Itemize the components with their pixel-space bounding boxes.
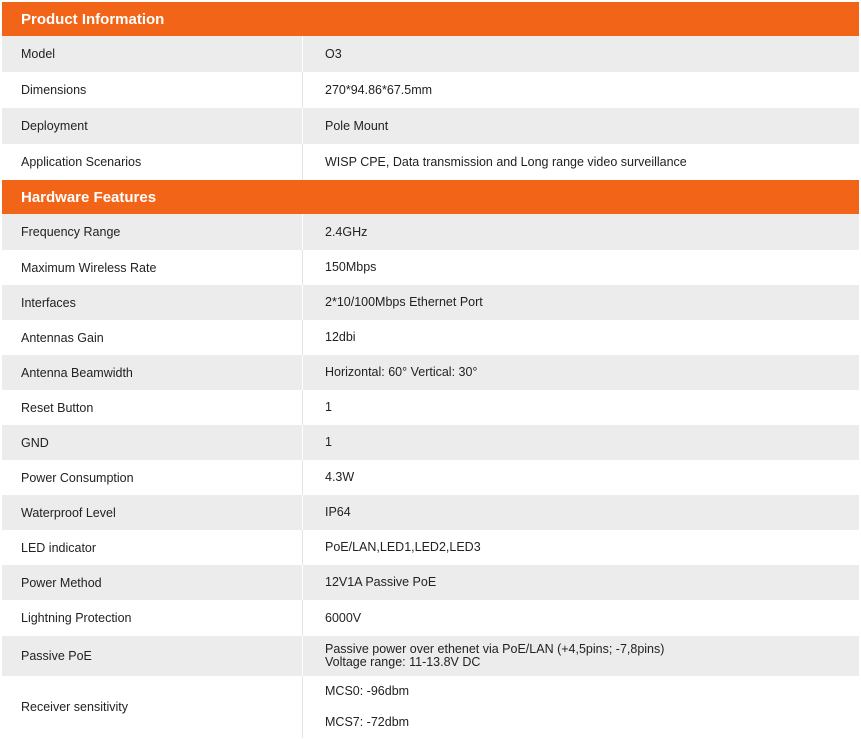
row-label: Antenna Beamwidth (2, 355, 303, 390)
row-label: Waterproof Level (2, 495, 303, 530)
row-value: 1 (325, 400, 332, 414)
row-value: Pole Mount (325, 118, 389, 133)
section-title: Hardware Features (21, 188, 157, 206)
row-label: Frequency Range (2, 214, 303, 250)
table-row-reset-button (2, 390, 859, 425)
table-row-dimensions (2, 72, 859, 108)
table-row-interfaces (2, 285, 859, 320)
row-value: MCS0: -96dbm MCS7: -72dbm (325, 684, 410, 729)
row-label: Antennas Gain (2, 320, 303, 355)
table-row-lightning-protection (2, 600, 859, 636)
row-value: 2*10/100Mbps Ethernet Port (325, 295, 483, 309)
row-label: Application Scenarios (2, 144, 303, 180)
row-value: WISP CPE, Data transmission and Long range video surveillance (325, 154, 687, 169)
row-value: Passive power over ethenet via PoE/LAN (+4,5pins; -7,8pins) Voltage range: 11-13.8V DC (325, 642, 665, 669)
row-value: 2.4GHz (325, 224, 368, 239)
table-row-led-indicator (2, 530, 859, 565)
row-value: 12V1A Passive PoE (325, 575, 437, 589)
table-row-antennas-gain (2, 320, 859, 355)
table-row-maximum-wireless-rate (2, 250, 859, 285)
table-row-gnd (2, 425, 859, 460)
row-label: Power Consumption (2, 460, 303, 495)
table-row-power-consumption (2, 460, 859, 495)
row-label: Power Method (2, 565, 303, 600)
table-row-receiver-sensitivity (2, 676, 859, 738)
row-label: Dimensions (2, 72, 303, 108)
table-row-frequency-range (2, 214, 859, 250)
row-value: 6000V (325, 610, 362, 625)
row-label: Lightning Protection (2, 600, 303, 636)
row-label: Deployment (2, 108, 303, 144)
row-value: Horizontal: 60° Vertical: 30° (325, 365, 478, 379)
table-row-waterproof-level (2, 495, 859, 530)
table-row-passive-poe (2, 636, 859, 676)
row-value: 1 (325, 435, 332, 449)
row-value: PoE/LAN,LED1,LED2,LED3 (325, 540, 481, 554)
row-label: GND (2, 425, 303, 460)
row-label: Interfaces (2, 285, 303, 320)
row-value: 150Mbps (325, 260, 377, 274)
row-label: Reset Button (2, 390, 303, 425)
table-row-antenna-beamwidth (2, 355, 859, 390)
section-header-hardware-features (2, 180, 859, 214)
table-row-power-method (2, 565, 859, 600)
section-header-product-information (2, 2, 859, 36)
row-label: Passive PoE (2, 636, 303, 676)
row-value: 270*94.86*67.5mm (325, 82, 433, 97)
section-title: Product Information (21, 10, 165, 28)
row-label: Maximum Wireless Rate (2, 250, 303, 285)
row-label: Model (2, 36, 303, 72)
table-row-deployment (2, 108, 859, 144)
row-label: LED indicator (2, 530, 303, 565)
row-value: 4.3W (325, 470, 355, 484)
row-value: 12dbi (325, 330, 356, 344)
row-value: O3 (325, 46, 342, 61)
table-row-application-scenarios (2, 144, 859, 180)
row-value: IP64 (325, 505, 351, 519)
row-label: Receiver sensitivity (2, 676, 303, 738)
table-row-model (2, 36, 859, 72)
